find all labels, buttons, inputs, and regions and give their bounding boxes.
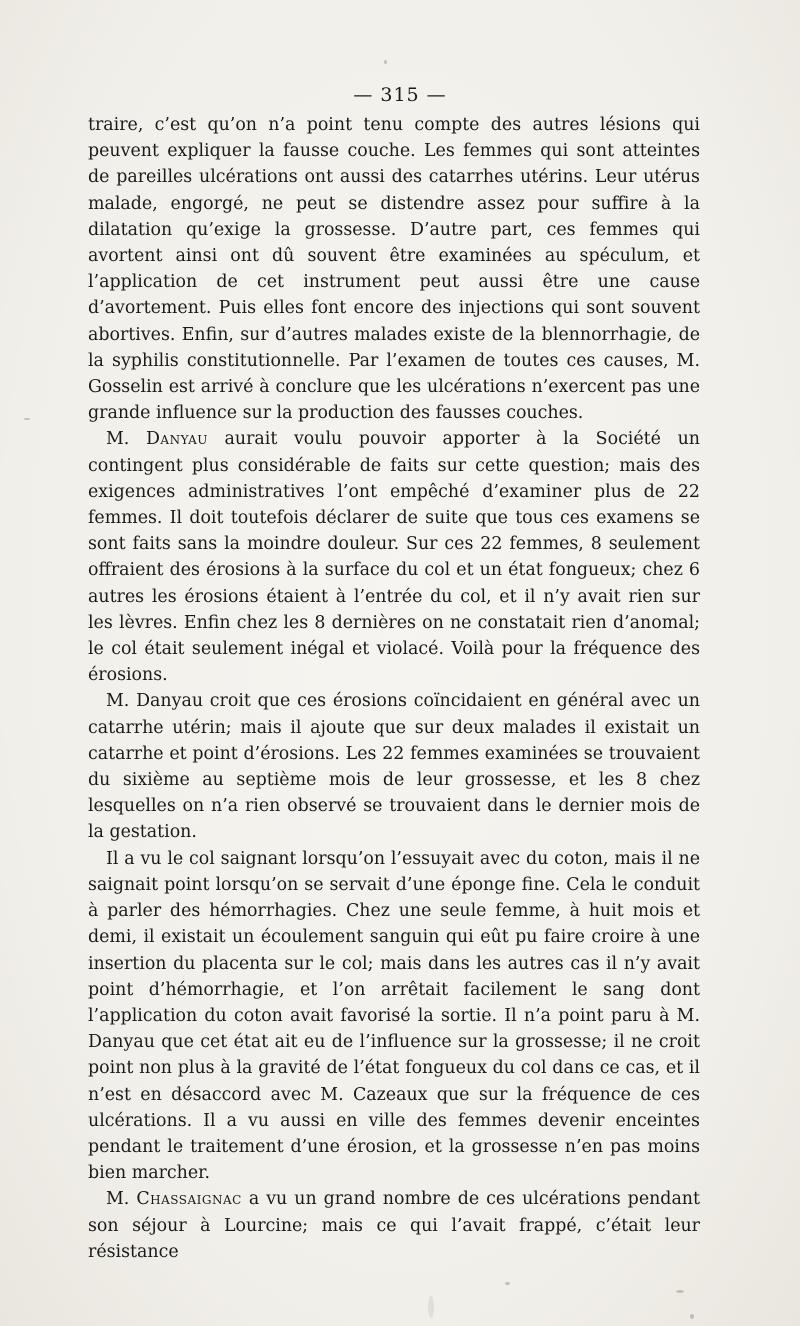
paragraph-5-text: a vu un grand nombre de ces ulcérations pendant son séjour à Lourcine; mais ce qui l’avait frappé, c’était leur résistance xyxy=(88,1189,700,1262)
paper-speck xyxy=(428,1296,434,1318)
speaker-name-chassaignac: Chassaignac xyxy=(136,1189,242,1210)
paragraph-2 xyxy=(88,426,700,688)
speaker-prefix: M. xyxy=(106,429,146,450)
paragraph-1: traire, c’est qu’on n’a point tenu compte des autres lésions qui peuvent expliquer la fausse couche. Les femmes qui sont atteintes de pareilles ulcérations ont aussi des catarrhes utérins. Leur utérus malade, engorgé, ne peut se distendre assez pour suffire à la dilatation qu’exige la grossesse. D’autre part, ces femmes qui avortent ainsi ont dû souvent être examinées au spéculum, et l’application de cet instrument peut aussi être une cause d’avortement. Puis elles font encore des injections qui sont souvent abortives. Enfin, sur d’autres malades existe de la blennorrhagie, de la syphilis constitutionnelle. Par l’examen de toutes ces causes, M. Gosselin est arrivé à conclure que les ulcérations n’exercent pas une grande influence sur la production des fausses couches. xyxy=(88,115,700,424)
paper-speck xyxy=(676,1290,684,1293)
paper-speck xyxy=(690,1314,694,1319)
speaker-prefix: M. xyxy=(106,1189,137,1210)
paragraph-4: Il a vu le col saignant lorsqu’on l’essuyait avec du coton, mais il ne saignait point lorsqu’on se servait d’une éponge fine. Cela le conduit à parler des hémorrhagies. Chez une seule femme, à huit mois et demi, il existait un écoulement sanguin qui eût pu faire croire à une insertion du placenta sur le col; mais dans les autres cas il n’y avait point d’hémorrhagie, et l’on arrêtait facilement le sang dont l’application du coton avait favorisé la sortie. Il n’a point paru à M. Danyau que cet état ait eu de l’influence sur la grossesse; il ne croit point non plus à la gravité de l’état fongueux du col dans ce cas, et il n’est en désaccord avec M. Cazeaux que sur la fréquence de ces ulcérations. Il a vu aussi en ville des femmes devenir enceintes pendant le traitement d’une érosion, et la grossesse n’en pas moins bien marcher. xyxy=(88,848,700,1184)
paragraph-5 xyxy=(88,1186,700,1265)
paragraph-3: M. Danyau croit que ces érosions coïncidaient en général avec un catarrhe utérin; mais il ajoute que sur deux malades il existait un catarrhe et point d’érosions. Les 22 femmes examinées se trouvaient du sixième au septième mois de leur grossesse, et les 8 chez lesquelles on n’a rien observé se trouvaient dans le dernier mois de la gestation. xyxy=(88,691,700,843)
body-text xyxy=(88,112,700,1265)
paper-speck xyxy=(24,418,30,420)
page-number: — 315 — xyxy=(353,84,447,106)
speaker-name-danyau: Danyau xyxy=(145,429,208,450)
paper-speck xyxy=(505,1282,510,1285)
paragraph-2-text: aurait voulu pouvoir apporter à la Société un contingent plus considérable de faits sur cette question; mais des exigences administratives l’ont empêché d’examiner plus de 22 femmes. Il doit toutefois déclarer de suite que tous ces examens se sont faits sans la moindre douleur. Sur ces 22 femmes, 8 seulement offraient des érosions à la surface du col et un état fongueux; chez 6 autres les érosions étaient à l’entrée du col, et il n’y avait rien sur les lèvres. Enfin chez les 8 dernières on ne constatait rien d’anomal; le col était seulement inégal et violacé. Voilà pour la fréquence des érosions. xyxy=(88,429,700,686)
paper-speck xyxy=(384,60,387,64)
